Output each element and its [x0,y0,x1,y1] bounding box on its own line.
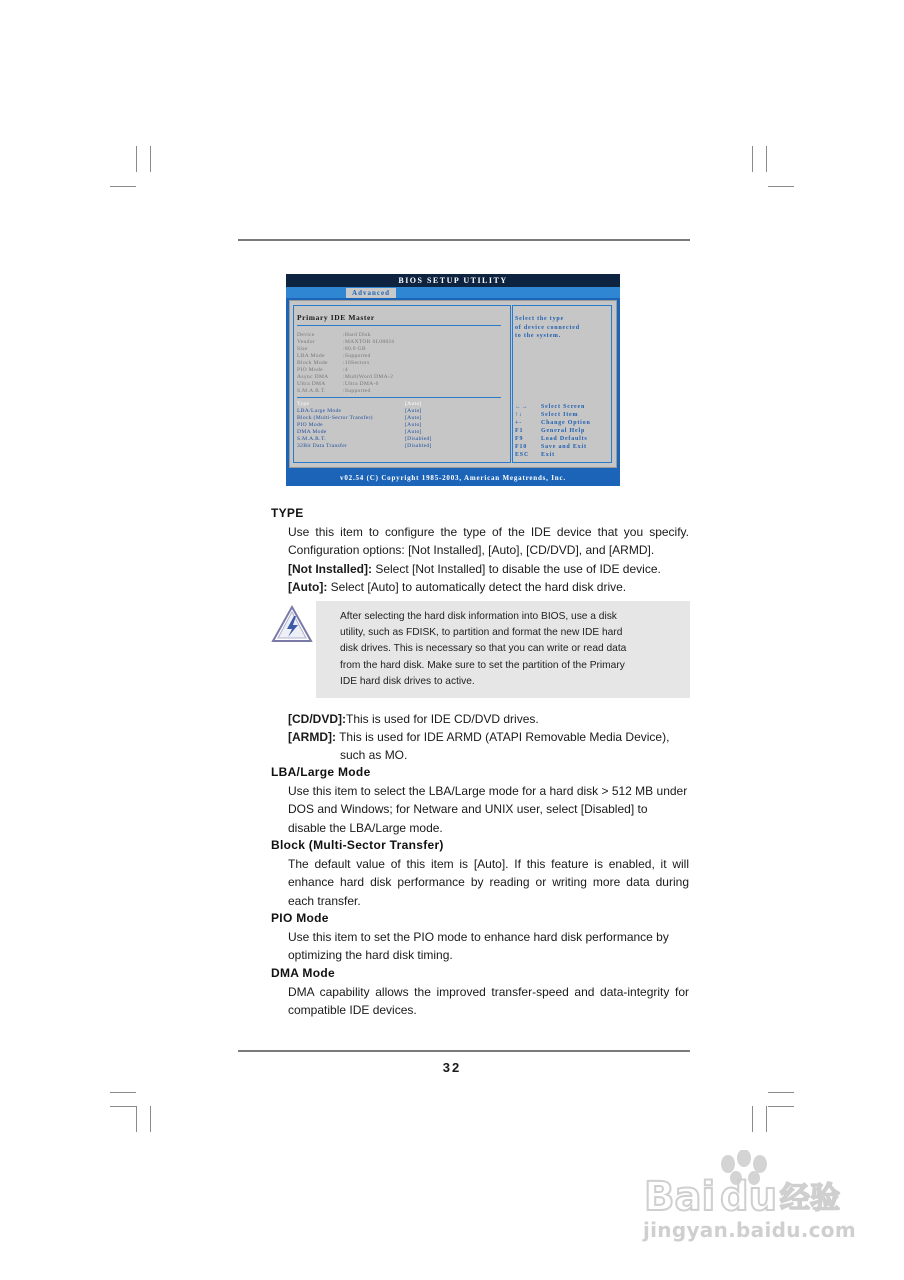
option-label: Block (Multi-Sector Transfer) [297,415,373,421]
key-desc: Save and Exit [541,444,587,450]
text-line: optimizing the hard disk timing. [288,948,453,963]
key-hint [515,411,578,419]
option-line [288,578,689,596]
info-label: Size [297,346,308,352]
option-value: [Auto] [405,422,422,428]
crop-mark [110,186,136,187]
key-hint [515,427,585,435]
info-label: Async DMA [297,374,329,380]
info-label: Block Mode [297,360,328,366]
key-label: +- [515,420,523,426]
lba-paragraph [288,782,690,837]
key-desc: Change Option [541,420,591,426]
info-label: S.M.A.R.T. [297,388,326,394]
bios-screenshot [286,274,620,486]
note-text [340,609,652,690]
text-line: each transfer. [288,893,361,908]
baidu-watermark-logo [640,1150,860,1270]
text-line: Use this item to configure the type of the IDE device that you specify. [288,525,689,539]
option-line [288,560,689,578]
info-label: LBA Mode [297,353,325,359]
option-value: [Auto] [405,429,422,435]
option-value: [Disabled] [405,436,432,442]
key-desc: Select Item [541,412,579,418]
option-desc: Select [Not Installed] to disable the use of IDE device. [372,561,661,576]
option-block-mode[interactable] [297,415,507,422]
divider [297,325,501,326]
option-pio-mode[interactable] [297,422,507,429]
info-value: :80.0 GB [343,346,366,352]
info-value: :4 [343,367,348,373]
crop-mark [150,1106,151,1132]
type-paragraph [288,523,689,596]
crop-mark [110,1092,136,1093]
block-heading: Block (Multi-Sector Transfer) [271,838,444,852]
key-desc: General Help [541,428,586,434]
text-line: DMA capability allows the improved transfer-speed and data-integrity for [288,985,689,999]
option-value: [Auto] [405,415,422,421]
info-row [297,353,371,360]
info-value: :MultiWord DMA-2 [343,374,394,380]
option-label: PIO Mode [297,422,323,428]
text-line: Use this item to set the PIO mode to enhance hard disk performance by [288,930,669,944]
info-row [297,388,371,395]
cddvd-line [288,710,539,728]
info-row [297,360,370,367]
key-desc: Exit [541,452,555,458]
option-term: [Auto]: [288,579,328,594]
key-hint [515,403,585,411]
text-line: DOS and Windows; for Netware and UNIX user, select [Disabled] to [288,802,648,817]
info-value: :MAXTOR 6L080J4 [343,339,395,345]
info-row [297,339,394,346]
option-label: LBA/Large Mode [297,408,342,414]
option-term: [CD/DVD]: [288,712,346,726]
crop-mark [136,146,137,172]
key-hint [515,419,591,427]
info-value: :Hard Disk [343,332,371,338]
block-paragraph [288,855,689,910]
option-label: DMA Mode [297,429,327,435]
text-line: The default value of this item is [Auto]. If this feature is enabled, it will [288,857,689,871]
crop-mark [150,146,151,172]
note-line: disk drives. This is necessary so that you can write or read data [340,643,627,655]
bios-help-text [515,315,580,341]
bios-tab-bar [286,287,620,298]
page-number: 32 [442,1060,462,1075]
option-dma-mode[interactable] [297,429,507,436]
dma-paragraph [288,983,689,1020]
key-label: F10 [515,444,528,450]
note-line: After selecting the hard disk information into BIOS, use a disk [340,611,617,622]
text-line: Configuration options: [Not Installed], [Auto], [CD/DVD], and [ARMD]. [288,543,655,558]
lba-heading: LBA/Large Mode [271,765,371,779]
watermark-url: jingyan.baidu.com [643,1218,856,1242]
svg-text:du: du [720,1174,778,1220]
bios-section-title: Primary IDE Master [297,313,375,322]
key-label: ↑↓ [515,412,523,418]
svg-text:经验: 经验 [780,1181,840,1216]
key-desc: Load Defaults [541,436,588,442]
key-label: ←→ [515,404,529,410]
pio-heading: PIO Mode [271,911,329,925]
text-line: enhance hard disk performance by reading or writing more data during [288,875,689,890]
help-line: Select the type [515,316,564,322]
type-heading: TYPE [271,506,304,520]
crop-mark [766,1106,767,1132]
key-hint [515,451,555,459]
armd-line-2: such as MO. [340,748,408,762]
crop-mark [752,146,753,172]
info-label: PIO Mode [297,367,323,373]
help-line: to the system. [515,333,562,339]
bios-copyright: v02.54 (C) Copyright 1985-2003, American Megatrends, Inc. [340,474,566,482]
info-label: Vendor [297,339,315,345]
key-desc: Select Screen [541,404,586,410]
key-hint [515,435,588,443]
info-row [297,367,348,374]
info-row [297,381,379,388]
info-value: :Supported [343,353,371,359]
option-value: [Auto] [405,401,422,407]
key-label: F9 [515,436,524,442]
pio-paragraph [288,928,690,965]
option-term: [ARMD]: [288,730,336,744]
warning-icon [271,604,313,644]
info-row [297,332,371,339]
bottom-rule [238,1050,690,1052]
bios-title: BIOS SETUP UTILITY [286,274,620,287]
key-label: F1 [515,428,524,434]
armd-line [288,728,669,746]
note-box [316,601,690,698]
option-32bit-transfer[interactable] [297,443,507,450]
option-value: [Auto] [405,408,422,414]
option-label: S.M.A.R.T. [297,436,326,442]
info-row [297,374,393,381]
divider [297,397,501,398]
crop-mark [110,1106,136,1107]
top-rule [238,239,690,241]
info-value: :16Sectors [343,360,370,366]
key-label: ESC [515,452,530,458]
info-value: :Supported [343,388,371,394]
note-line: utility, such as FDISK, to partition and format the new IDE hard [340,627,623,639]
crop-mark [768,1106,794,1107]
option-label: 32Bit Data Transfer [297,443,348,449]
option-label: Type [297,401,310,407]
note-line: from the hard disk. Make sure to set the partition of the Primary [340,659,625,671]
text-line: disable the LBA/Large mode. [288,820,443,835]
option-desc: This is used for IDE ARMD (ATAPI Removable Media Device), [335,730,670,744]
info-row [297,346,366,353]
crop-mark [766,146,767,172]
crop-mark [752,1106,753,1132]
info-label: Ultra DMA [297,381,326,387]
option-term: [Not Installed]: [288,561,372,576]
info-label: Device [297,332,315,338]
help-line: of device connected [515,324,580,331]
text-line: Use this item to select the LBA/Large mode for a hard disk > 512 MB under [288,784,688,798]
option-lba-large-mode[interactable] [297,408,507,415]
crop-mark [136,1106,137,1132]
key-hint [515,443,587,451]
svg-text:Bai: Bai [644,1174,716,1220]
option-desc: This is used for IDE CD/DVD drives. [346,712,539,726]
note-line: IDE hard disk drives to active. [340,675,475,687]
dma-heading: DMA Mode [271,966,335,980]
tab-advanced[interactable]: Advanced [346,288,396,298]
option-value: [Disabled] [405,443,432,449]
option-desc: Select [Auto] to automatically detect the hard disk drive. [327,579,627,594]
crop-mark [768,1092,794,1093]
option-smart[interactable] [297,436,507,443]
option-type[interactable] [297,401,507,408]
crop-mark [768,186,794,187]
text-line: compatible IDE devices. [288,1003,417,1018]
info-value: :Ultra DMA-6 [343,381,379,387]
